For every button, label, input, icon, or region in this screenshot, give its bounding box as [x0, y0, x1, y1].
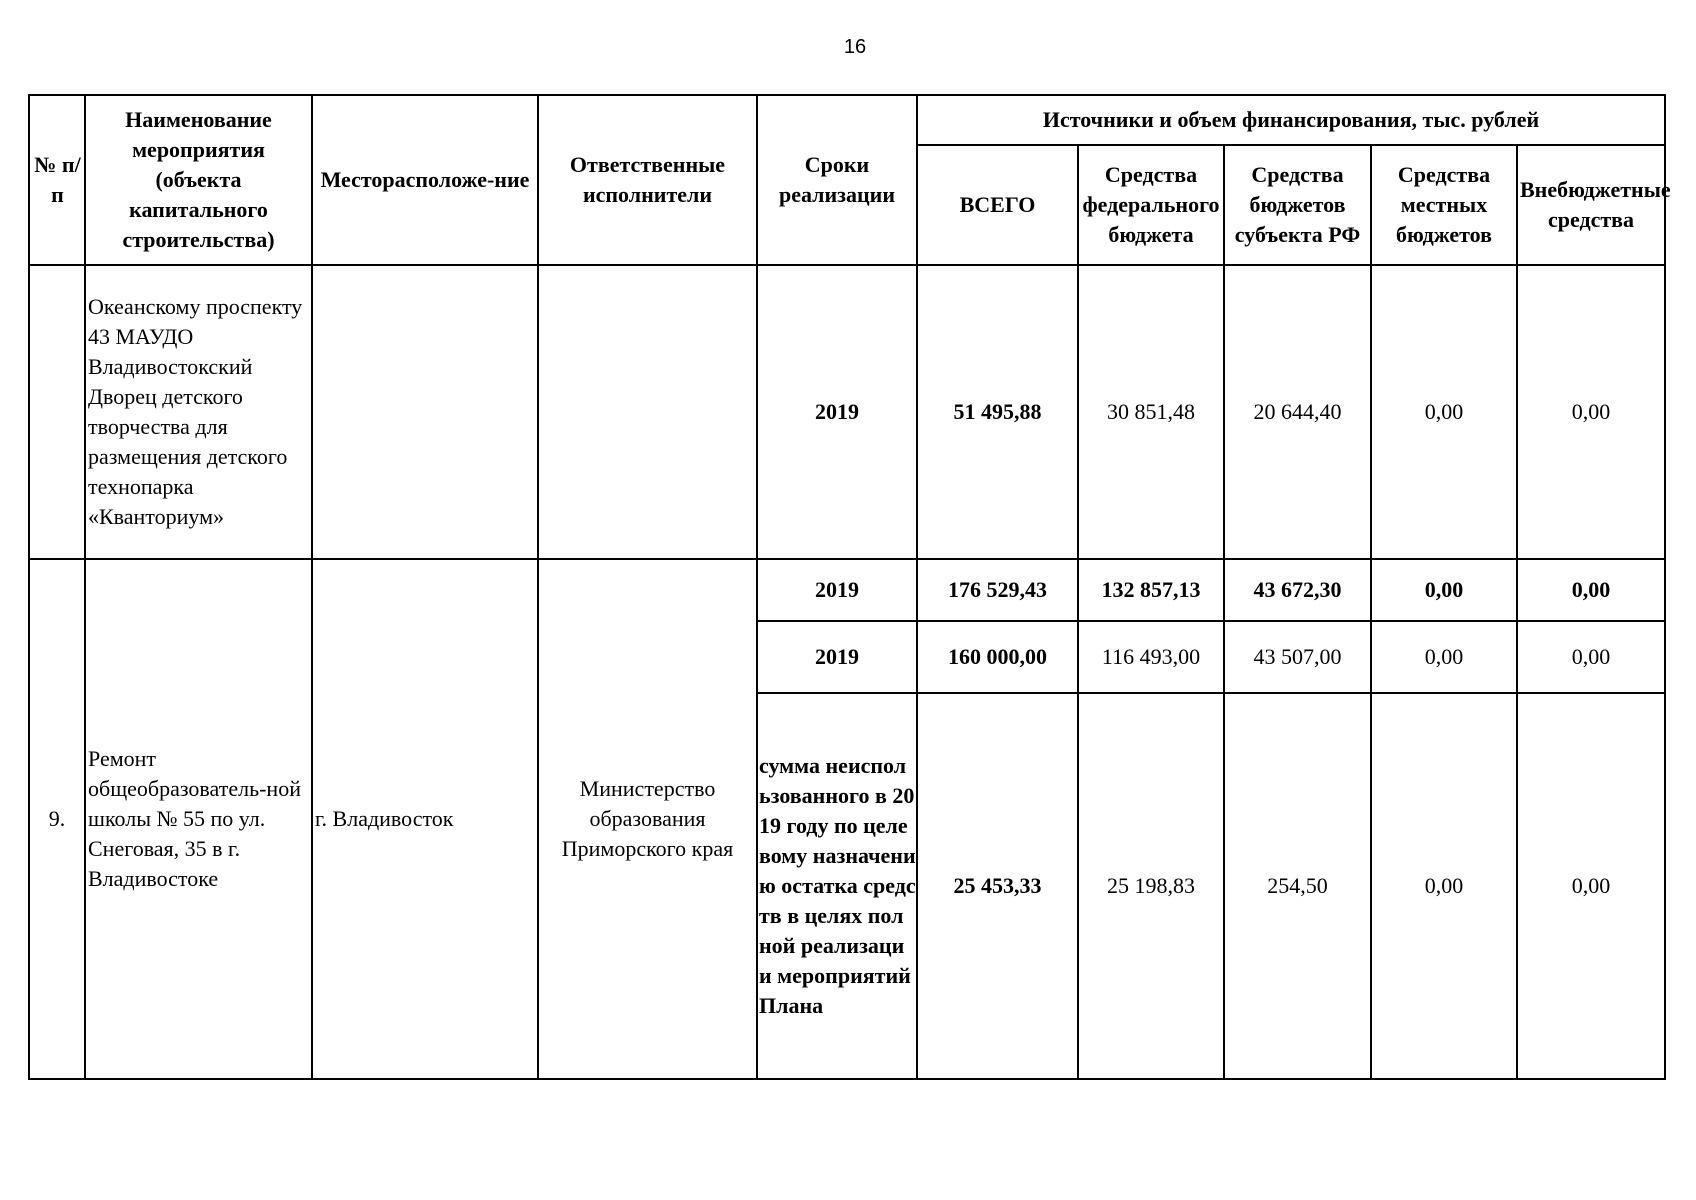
row-b-sub3-total: 25 453,33: [917, 693, 1078, 1079]
row-b-location: г. Владивосток: [312, 559, 538, 1079]
header-federal: Средства федерального бюджета: [1078, 145, 1224, 265]
table-row: [29, 559, 1665, 621]
row-b-sub3-term: сумма неиспользованного в 2019 году по целевому назначению остатка средств в целях полной реализации мероприятий Плана: [757, 693, 917, 1079]
row-a-responsible: [538, 265, 757, 559]
row-a-federal: 30 851,48: [1078, 265, 1224, 559]
header-row-1: [29, 95, 1665, 145]
header-responsible: Ответственные исполнители: [538, 95, 757, 265]
row-a-local: 0,00: [1371, 265, 1517, 559]
row-a-extra: 0,00: [1517, 265, 1665, 559]
row-b-responsible: Министерство образования Приморского края: [538, 559, 757, 1079]
row-b-sub3-local: 0,00: [1371, 693, 1517, 1079]
row-b-sub2-total: 160 000,00: [917, 621, 1078, 693]
row-b-sub2-subject: 43 507,00: [1224, 621, 1371, 693]
row-b-sub1-extra: 0,00: [1517, 559, 1665, 621]
header-funding-group: Источники и объем финансирования, тыс. рублей: [917, 95, 1665, 145]
row-a-name: Океанскому проспекту 43 МАУДО Владивостокский Дворец детского творчества для размещения детского технопарка «Кванториум»: [85, 265, 312, 559]
row-a-total: 51 495,88: [917, 265, 1078, 559]
row-b-sub2-year: 2019: [757, 621, 917, 693]
page-number: 16: [843, 36, 867, 58]
header-name: Наименование мероприятия (объекта капитального строительства): [85, 95, 312, 265]
header-num: № п/п: [29, 95, 85, 265]
row-a-location: [312, 265, 538, 559]
row-b-sub3-subject: 254,50: [1224, 693, 1371, 1079]
row-b-sub1-total: 176 529,43: [917, 559, 1078, 621]
table-row: [29, 265, 1665, 559]
row-a-subject: 20 644,40: [1224, 265, 1371, 559]
header-location: Месторасположе-ние: [312, 95, 538, 265]
row-b-sub2-federal: 116 493,00: [1078, 621, 1224, 693]
row-b-sub3-extra: 0,00: [1517, 693, 1665, 1079]
header-subject: Средства бюджетов субъекта РФ: [1224, 145, 1371, 265]
row-b-name: Ремонт общеобразователь-ной школы № 55 по ул. Снеговая, 35 в г. Владивостоке: [85, 559, 312, 1079]
financing-table: [28, 94, 1671, 1080]
row-b-sub2-local: 0,00: [1371, 621, 1517, 693]
row-b-sub1-federal: 132 857,13: [1078, 559, 1224, 621]
row-b-sub1-year: 2019: [757, 559, 917, 621]
row-b-sub1-local: 0,00: [1371, 559, 1517, 621]
row-b-sub1-subject: 43 672,30: [1224, 559, 1371, 621]
row-b-sub3-federal: 25 198,83: [1078, 693, 1224, 1079]
row-b-num: 9.: [29, 559, 85, 1079]
header-extra: Внебюджетные средства: [1517, 145, 1665, 265]
header-total: ВСЕГО: [917, 145, 1078, 265]
row-a-year: 2019: [757, 265, 917, 559]
header-local: Средства местных бюджетов: [1371, 145, 1517, 265]
row-b-sub2-extra: 0,00: [1517, 621, 1665, 693]
row-a-num: [29, 265, 85, 559]
header-terms: Сроки реализации: [757, 95, 917, 265]
